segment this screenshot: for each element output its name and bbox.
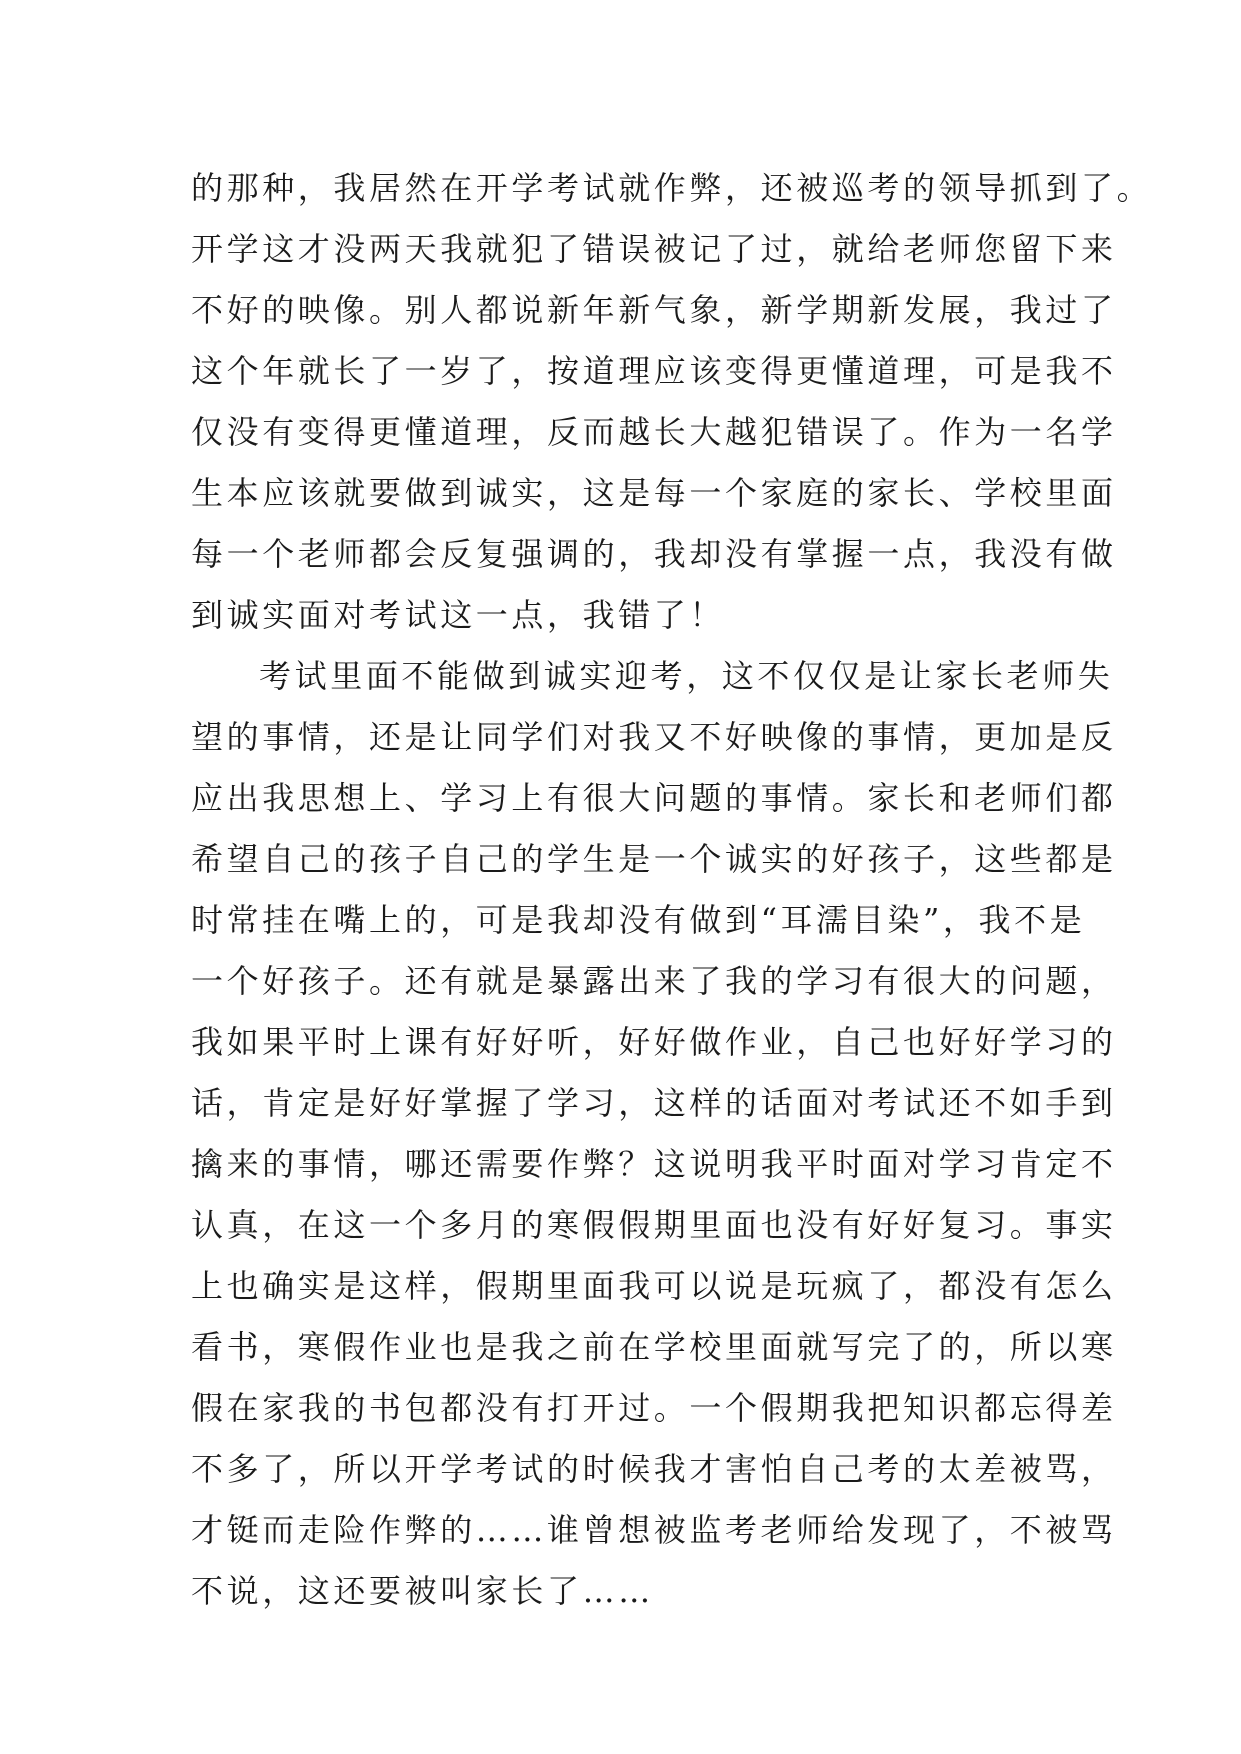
text-line: 不好的映像。别人都说新年新气象，新学期新发展，我过了: [191, 291, 1117, 329]
text-line: 我如果平时上课有好好听，好好做作业，自己也好好学习的: [191, 1023, 1117, 1061]
text-line: 仅没有变得更懂道理，反而越长大越犯错误了。作为一名学: [191, 413, 1117, 451]
text-line: 上也确实是这样，假期里面我可以说是玩疯了，都没有怎么: [191, 1267, 1117, 1305]
text-line: 每一个老师都会反复强调的，我却没有掌握一点，我没有做: [191, 535, 1117, 573]
body-text: [191, 158, 1153, 1622]
text-line: 希望自己的孩子自己的学生是一个诚实的好孩子，这些都是: [191, 840, 1117, 878]
paragraph-2: [191, 646, 1117, 1622]
text-line: 看书，寒假作业也是我之前在学校里面就写完了的，所以寒: [191, 1328, 1117, 1366]
text-line: 应出我思想上、学习上有很大问题的事情。家长和老师们都: [191, 779, 1117, 817]
text-line: 擒来的事情，哪还需要作弊？这说明我平时面对学习肯定不: [191, 1145, 1117, 1183]
text-line: 一个好孩子。还有就是暴露出来了我的学习有很大的问题，: [191, 962, 1117, 1000]
text-line: 生本应该就要做到诚实，这是每一个家庭的家长、学校里面: [191, 474, 1117, 512]
text-line: 望的事情，还是让同学们对我又不好映像的事情，更加是反: [191, 718, 1117, 756]
text-line: 才铤而走险作弊的……谁曾想被监考老师给发现了，不被骂: [191, 1511, 1117, 1549]
text-line-indented: 考试里面不能做到诚实迎考，这不仅仅是让家长老师失: [259, 657, 1114, 695]
text-line: 认真，在这一个多月的寒假假期里面也没有好好复习。事实: [191, 1206, 1117, 1244]
paragraph-1: [191, 158, 1153, 646]
text-line: 不多了，所以开学考试的时候我才害怕自己考的太差被骂，: [191, 1450, 1117, 1488]
text-line: 到诚实面对考试这一点，我错了！: [191, 596, 726, 634]
text-line: 这个年就长了一岁了，按道理应该变得更懂道理，可是我不: [191, 352, 1117, 390]
text-line: 时常挂在嘴上的，可是我却没有做到“耳濡目染”，我不是: [191, 901, 1086, 939]
text-line: 开学这才没两天我就犯了错误被记了过，就给老师您留下来: [191, 230, 1117, 268]
text-line: 话，肯定是好好掌握了学习，这样的话面对考试还不如手到: [191, 1084, 1117, 1122]
text-line: 的那种，我居然在开学考试就作弊，还被巡考的领导抓到了。: [191, 169, 1153, 207]
text-line: 假在家我的书包都没有打开过。一个假期我把知识都忘得差: [191, 1389, 1117, 1427]
text-line: 不说，这还要被叫家长了……: [191, 1572, 654, 1610]
